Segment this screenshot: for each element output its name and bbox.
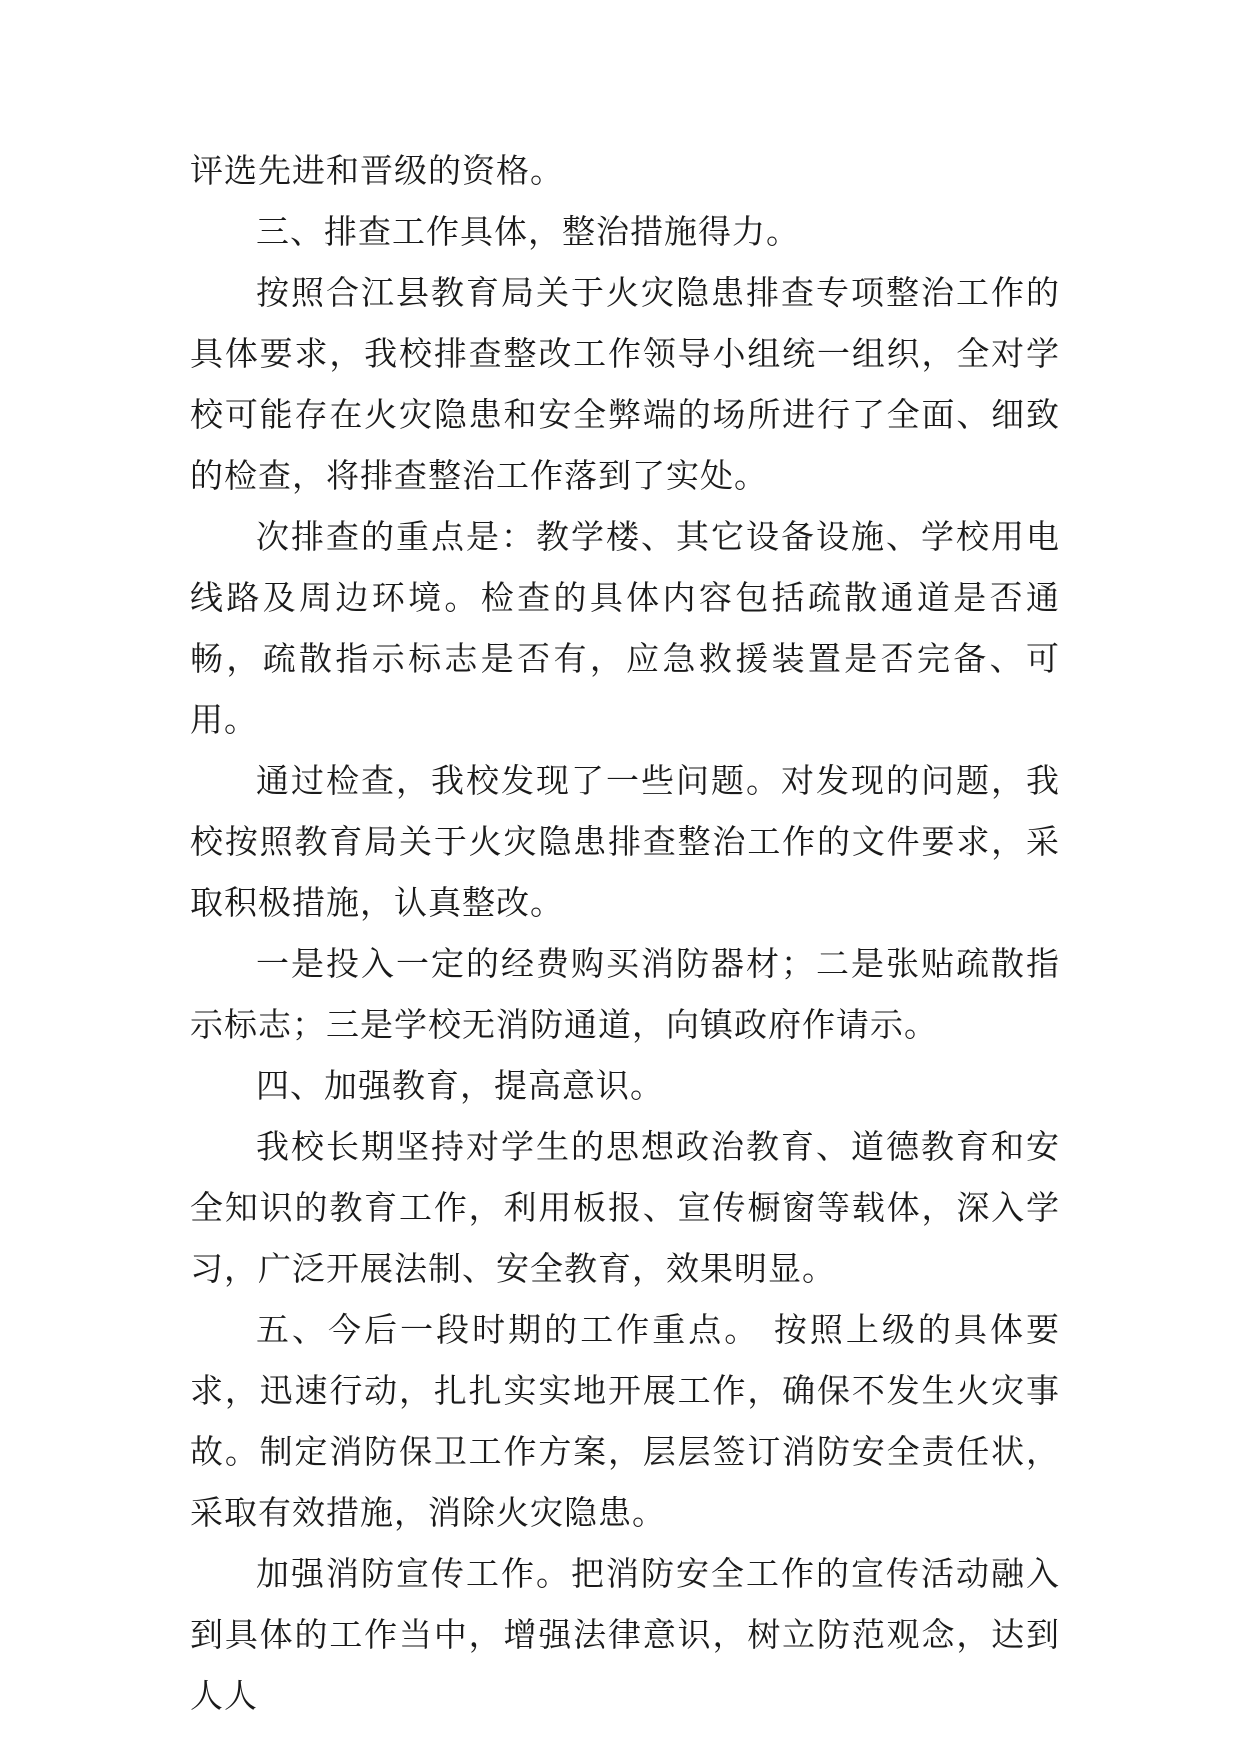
paragraph-3: 按照合江县教育局关于火灾隐患排查专项整治工作的具体要求，我校排查整改工作领导小组统一组织，全对学校可能存在火灾隐患和安全弊端的场所进行了全面、细致的检查，将排查整治工作落到了实处。 [190, 273, 1060, 495]
section-heading-5: 五、今后一段时期的工作重点。 按照上级的具体要求，迅速行动，扎扎实实地开展工作，确保不发生火灾事故。制定消防保卫工作方案，层层签订消防安全责任状，采取有效措施，消除火灾隐患。 [190, 1310, 1060, 1532]
document-body [190, 140, 1060, 1726]
paragraph-5: 通过检查，我校发现了一些问题。对发现的问题，我校按照教育局关于火灾隐患排查整治工作的文件要求，采取积极措施，认真整改。 [190, 761, 1060, 922]
paragraph-10: 加强消防宣传工作。把消防安全工作的宣传活动融入到具体的工作当中，增强法律意识，树立防范观念，达到人人 [190, 1554, 1060, 1715]
paragraph-4: 次排查的重点是：教学楼、其它设备设施、学校用电线路及周边环境。检查的具体内容包括疏散通道是否通畅，疏散指示标志是否有，应急救援装置是否完备、可用。 [190, 517, 1060, 739]
paragraph-1: 评选先进和晋级的资格。 [190, 151, 564, 190]
paragraph-6: 一是投入一定的经费购买消防器材；二是张贴疏散指示标志；三是学校无消防通道，向镇政府作请示。 [190, 944, 1060, 1044]
section-heading-3: 三、排查工作具体，整治措施得力。 [256, 212, 800, 251]
paragraph-8: 我校长期坚持对学生的思想政治教育、道德教育和安全知识的教育工作，利用板报、宣传橱窗等载体，深入学习，广泛开展法制、安全教育，效果明显。 [190, 1127, 1060, 1288]
section-heading-4: 四、加强教育，提高意识。 [256, 1066, 664, 1105]
